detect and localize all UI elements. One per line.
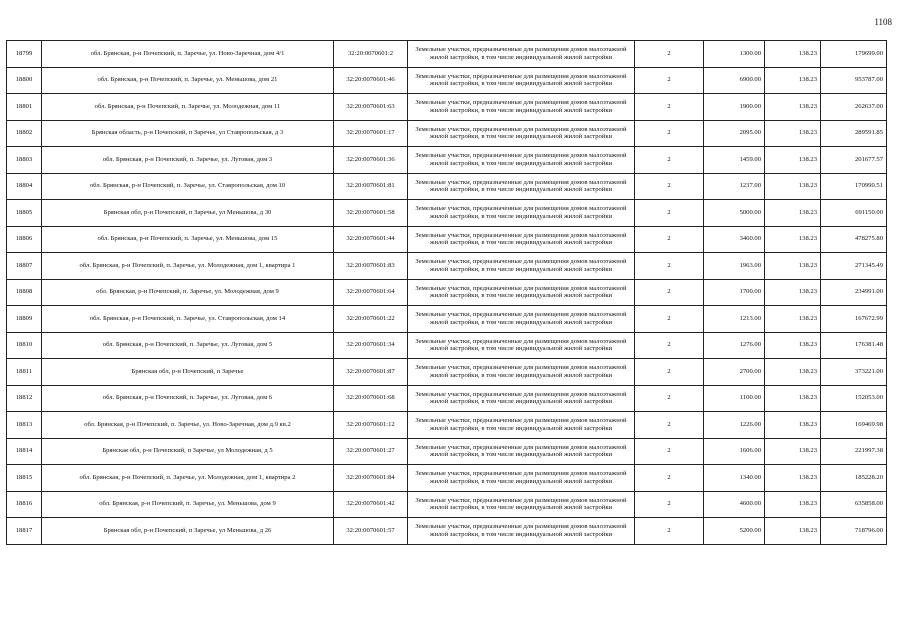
row-number-cell: 18802 bbox=[7, 120, 42, 147]
row-number-cell: 18804 bbox=[7, 173, 42, 200]
area-cell: 1213.00 bbox=[704, 306, 765, 333]
cadastral-value-cell: 179699.00 bbox=[821, 41, 887, 68]
category-cell: 2 bbox=[635, 491, 704, 518]
permitted-use-cell: Земельные участки, предназначенные для размещения домов малоэтажной жилой застройки, в том числе индивидуальной жилой застройки bbox=[408, 173, 635, 200]
permitted-use-cell: Земельные участки, предназначенные для размещения домов малоэтажной жилой застройки, в том числе индивидуальной жилой застройки bbox=[408, 518, 635, 545]
row-number-cell: 18814 bbox=[7, 438, 42, 465]
address-cell: обл. Брянская, р-н Почепский, п. Заречье, ул. Меньшова, дом 9 bbox=[42, 491, 334, 518]
address-cell: обл. Брянская, р-н Почепский, п. Заречье, ул. Меньшова, дом 15 bbox=[42, 226, 334, 253]
unit-rate-cell: 138.23 bbox=[765, 253, 821, 280]
row-number-cell: 18812 bbox=[7, 385, 42, 412]
cadastral-number-cell: 32:20:0070601:87 bbox=[334, 359, 408, 386]
table-row bbox=[7, 465, 887, 492]
cadastral-value-cell: 169469.98 bbox=[821, 412, 887, 439]
address-cell: обл. Брянская, р-н Почепский, п. Заречье, ул. Луговая, дом 5 bbox=[42, 332, 334, 359]
land-register-table bbox=[6, 40, 887, 545]
unit-rate-cell: 138.23 bbox=[765, 200, 821, 227]
address-cell: обл. Брянская, р-н Почепский, п. Заречье, ул. Ново-Заречная, дом д.9 кв.2 bbox=[42, 412, 334, 439]
area-cell: 4600.00 bbox=[704, 491, 765, 518]
area-cell: 5000.00 bbox=[704, 200, 765, 227]
row-number-cell: 18811 bbox=[7, 359, 42, 386]
cadastral-value-cell: 221997.38 bbox=[821, 438, 887, 465]
row-number-cell: 18816 bbox=[7, 491, 42, 518]
table-row bbox=[7, 94, 887, 121]
permitted-use-cell: Земельные участки, предназначенные для размещения домов малоэтажной жилой застройки, в том числе индивидуальной жилой застройки bbox=[408, 200, 635, 227]
row-number-cell: 18799 bbox=[7, 41, 42, 68]
area-cell: 1226.00 bbox=[704, 412, 765, 439]
cadastral-number-cell: 32:20:0070601:81 bbox=[334, 173, 408, 200]
page-number: 1108 bbox=[874, 17, 892, 27]
category-cell: 2 bbox=[635, 279, 704, 306]
row-number-cell: 18807 bbox=[7, 253, 42, 280]
cadastral-value-cell: 152053.00 bbox=[821, 385, 887, 412]
permitted-use-cell: Земельные участки, предназначенные для размещения домов малоэтажной жилой застройки, в том числе индивидуальной жилой застройки bbox=[408, 412, 635, 439]
category-cell: 2 bbox=[635, 385, 704, 412]
category-cell: 2 bbox=[635, 332, 704, 359]
area-cell: 5200.00 bbox=[704, 518, 765, 545]
area-cell: 1963.00 bbox=[704, 253, 765, 280]
address-cell: обл. Брянская, р-н Почепский, п. Заречье, ул. Луговая, дом 6 bbox=[42, 385, 334, 412]
cadastral-number-cell: 32:20:0070601:68 bbox=[334, 385, 408, 412]
unit-rate-cell: 138.23 bbox=[765, 173, 821, 200]
row-number-cell: 18800 bbox=[7, 67, 42, 94]
table-row bbox=[7, 491, 887, 518]
table-row bbox=[7, 279, 887, 306]
cadastral-number-cell: 32:20:0070601:42 bbox=[334, 491, 408, 518]
unit-rate-cell: 138.23 bbox=[765, 147, 821, 174]
cadastral-value-cell: 691150.00 bbox=[821, 200, 887, 227]
table-row bbox=[7, 359, 887, 386]
row-number-cell: 18806 bbox=[7, 226, 42, 253]
cadastral-number-cell: 32:20:0070601:44 bbox=[334, 226, 408, 253]
address-cell: Брянская обл, р-н Почепский, п Заречье, ул Молодежная, д 5 bbox=[42, 438, 334, 465]
unit-rate-cell: 138.23 bbox=[765, 94, 821, 121]
permitted-use-cell: Земельные участки, предназначенные для размещения домов малоэтажной жилой застройки, в том числе индивидуальной жилой застройки bbox=[408, 359, 635, 386]
permitted-use-cell: Земельные участки, предназначенные для размещения домов малоэтажной жилой застройки, в том числе индивидуальной жилой застройки bbox=[408, 253, 635, 280]
category-cell: 2 bbox=[635, 465, 704, 492]
unit-rate-cell: 138.23 bbox=[765, 120, 821, 147]
permitted-use-cell: Земельные участки, предназначенные для размещения домов малоэтажной жилой застройки, в том числе индивидуальной жилой застройки bbox=[408, 438, 635, 465]
cadastral-value-cell: 262637.00 bbox=[821, 94, 887, 121]
table-row bbox=[7, 438, 887, 465]
unit-rate-cell: 138.23 bbox=[765, 385, 821, 412]
unit-rate-cell: 138.23 bbox=[765, 41, 821, 68]
category-cell: 2 bbox=[635, 94, 704, 121]
unit-rate-cell: 138.23 bbox=[765, 465, 821, 492]
table-row bbox=[7, 253, 887, 280]
cadastral-number-cell: 32:20:0070601:57 bbox=[334, 518, 408, 545]
category-cell: 2 bbox=[635, 147, 704, 174]
cadastral-number-cell: 32:20:0070601:64 bbox=[334, 279, 408, 306]
cadastral-number-cell: 32:20:0070601:12 bbox=[334, 412, 408, 439]
area-cell: 2095.00 bbox=[704, 120, 765, 147]
cadastral-number-cell: 32:20:0070601:2 bbox=[334, 41, 408, 68]
table-row bbox=[7, 41, 887, 68]
address-cell: обл. Брянская, р-н Почепский, п. Заречье, ул. Ставропольская, дом 14 bbox=[42, 306, 334, 333]
permitted-use-cell: Земельные участки, предназначенные для размещения домов малоэтажной жилой застройки, в том числе индивидуальной жилой застройки bbox=[408, 306, 635, 333]
category-cell: 2 bbox=[635, 173, 704, 200]
category-cell: 2 bbox=[635, 438, 704, 465]
cadastral-value-cell: 478275.80 bbox=[821, 226, 887, 253]
unit-rate-cell: 138.23 bbox=[765, 306, 821, 333]
cadastral-number-cell: 32:20:0070601:63 bbox=[334, 94, 408, 121]
row-number-cell: 18815 bbox=[7, 465, 42, 492]
category-cell: 2 bbox=[635, 41, 704, 68]
permitted-use-cell: Земельные участки, предназначенные для размещения домов малоэтажной жилой застройки, в том числе индивидуальной жилой застройки bbox=[408, 147, 635, 174]
table-row bbox=[7, 120, 887, 147]
cadastral-value-cell: 234991.00 bbox=[821, 279, 887, 306]
address-cell: Брянская обл, р-н Почепский, п Заречье bbox=[42, 359, 334, 386]
area-cell: 1300.00 bbox=[704, 41, 765, 68]
cadastral-number-cell: 32:20:0070601:27 bbox=[334, 438, 408, 465]
unit-rate-cell: 138.23 bbox=[765, 359, 821, 386]
cadastral-value-cell: 176381.48 bbox=[821, 332, 887, 359]
permitted-use-cell: Земельные участки, предназначенные для размещения домов малоэтажной жилой застройки, в том числе индивидуальной жилой застройки bbox=[408, 41, 635, 68]
permitted-use-cell: Земельные участки, предназначенные для размещения домов малоэтажной жилой застройки, в том числе индивидуальной жилой застройки bbox=[408, 332, 635, 359]
row-number-cell: 18801 bbox=[7, 94, 42, 121]
cadastral-value-cell: 170990.51 bbox=[821, 173, 887, 200]
area-cell: 1700.00 bbox=[704, 279, 765, 306]
table-row bbox=[7, 226, 887, 253]
row-number-cell: 18805 bbox=[7, 200, 42, 227]
permitted-use-cell: Земельные участки, предназначенные для размещения домов малоэтажной жилой застройки, в том числе индивидуальной жилой застройки bbox=[408, 279, 635, 306]
address-cell: обл. Брянская, р-н Почепский, п. Заречье, ул. Ставропольская, дом 10 bbox=[42, 173, 334, 200]
area-cell: 3460.00 bbox=[704, 226, 765, 253]
table-row bbox=[7, 200, 887, 227]
address-cell: обл. Брянская, р-н Почепский, п. Заречье, ул. Молодежная, дом 1, квартира 1 bbox=[42, 253, 334, 280]
address-cell: обл. Брянская, р-н Почепский, п. Заречье, ул. Молодежная, дом 11 bbox=[42, 94, 334, 121]
address-cell: Брянская обл, р-н Почепский, п Заречье, ул Меньшова, д 26 bbox=[42, 518, 334, 545]
cadastral-value-cell: 201677.57 bbox=[821, 147, 887, 174]
area-cell: 1100.00 bbox=[704, 385, 765, 412]
category-cell: 2 bbox=[635, 226, 704, 253]
row-number-cell: 18808 bbox=[7, 279, 42, 306]
category-cell: 2 bbox=[635, 200, 704, 227]
cadastral-number-cell: 32:20:0070601:84 bbox=[334, 465, 408, 492]
table-row bbox=[7, 518, 887, 545]
address-cell: обл. Брянская, р-н Почепский, п. Заречье, ул. Луговая, дом 3 bbox=[42, 147, 334, 174]
permitted-use-cell: Земельные участки, предназначенные для размещения домов малоэтажной жилой застройки, в том числе индивидуальной жилой застройки bbox=[408, 491, 635, 518]
row-number-cell: 18813 bbox=[7, 412, 42, 439]
table-row bbox=[7, 173, 887, 200]
address-cell: обл. Брянская, р-н Почепский, п. Заречье, ул. Ново-Заречная, дом 4/1 bbox=[42, 41, 334, 68]
permitted-use-cell: Земельные участки, предназначенные для размещения домов малоэтажной жилой застройки, в том числе индивидуальной жилой застройки bbox=[408, 120, 635, 147]
cadastral-value-cell: 635858.00 bbox=[821, 491, 887, 518]
cadastral-value-cell: 167672.99 bbox=[821, 306, 887, 333]
cadastral-value-cell: 271345.49 bbox=[821, 253, 887, 280]
row-number-cell: 18809 bbox=[7, 306, 42, 333]
cadastral-number-cell: 32:20:0070601:34 bbox=[334, 332, 408, 359]
cadastral-value-cell: 718796.00 bbox=[821, 518, 887, 545]
unit-rate-cell: 138.23 bbox=[765, 491, 821, 518]
table-row bbox=[7, 385, 887, 412]
area-cell: 1606.00 bbox=[704, 438, 765, 465]
area-cell: 1900.00 bbox=[704, 94, 765, 121]
table-row bbox=[7, 412, 887, 439]
area-cell: 1459.00 bbox=[704, 147, 765, 174]
permitted-use-cell: Земельные участки, предназначенные для размещения домов малоэтажной жилой застройки, в том числе индивидуальной жилой застройки bbox=[408, 226, 635, 253]
area-cell: 1237.00 bbox=[704, 173, 765, 200]
area-cell: 1340.00 bbox=[704, 465, 765, 492]
table-row bbox=[7, 67, 887, 94]
category-cell: 2 bbox=[635, 120, 704, 147]
permitted-use-cell: Земельные участки, предназначенные для размещения домов малоэтажной жилой застройки, в том числе индивидуальной жилой застройки bbox=[408, 385, 635, 412]
permitted-use-cell: Земельные участки, предназначенные для размещения домов малоэтажной жилой застройки, в том числе индивидуальной жилой застройки bbox=[408, 465, 635, 492]
cadastral-number-cell: 32:20:0070601:58 bbox=[334, 200, 408, 227]
area-cell: 1276.00 bbox=[704, 332, 765, 359]
unit-rate-cell: 138.23 bbox=[765, 518, 821, 545]
unit-rate-cell: 138.23 bbox=[765, 226, 821, 253]
unit-rate-cell: 138.23 bbox=[765, 412, 821, 439]
address-cell: Брянская обл, р-н Почепский, п Заречье, ул Меньшова, д 30 bbox=[42, 200, 334, 227]
cadastral-value-cell: 289591.85 bbox=[821, 120, 887, 147]
cadastral-number-cell: 32:20:0070601:17 bbox=[334, 120, 408, 147]
category-cell: 2 bbox=[635, 359, 704, 386]
cadastral-number-cell: 32:20:0070601:22 bbox=[334, 306, 408, 333]
area-cell: 6900.00 bbox=[704, 67, 765, 94]
address-cell: обл. Брянская, р-н Почепский, п. Заречье, ул. Меньшова, дом 21 bbox=[42, 67, 334, 94]
permitted-use-cell: Земельные участки, предназначенные для размещения домов малоэтажной жилой застройки, в том числе индивидуальной жилой застройки bbox=[408, 94, 635, 121]
row-number-cell: 18810 bbox=[7, 332, 42, 359]
table-row bbox=[7, 306, 887, 333]
category-cell: 2 bbox=[635, 412, 704, 439]
category-cell: 2 bbox=[635, 253, 704, 280]
address-cell: Брянская область, р-н Почепский, п Заречье, ул Ставропольская, д 3 bbox=[42, 120, 334, 147]
cadastral-value-cell: 373221.00 bbox=[821, 359, 887, 386]
address-cell: обл. Брянская, р-н Почепский, п. Заречье, ул. Молодежная, дом 9 bbox=[42, 279, 334, 306]
register-body bbox=[7, 41, 887, 545]
category-cell: 2 bbox=[635, 67, 704, 94]
row-number-cell: 18803 bbox=[7, 147, 42, 174]
address-cell: обл. Брянская, р-н Почепский, п. Заречье, ул. Молодежная, дом 1, квартира 2 bbox=[42, 465, 334, 492]
category-cell: 2 bbox=[635, 518, 704, 545]
cadastral-number-cell: 32:20:0070601:46 bbox=[334, 67, 408, 94]
category-cell: 2 bbox=[635, 306, 704, 333]
unit-rate-cell: 138.23 bbox=[765, 67, 821, 94]
table-row bbox=[7, 147, 887, 174]
unit-rate-cell: 138.23 bbox=[765, 438, 821, 465]
row-number-cell: 18817 bbox=[7, 518, 42, 545]
cadastral-number-cell: 32:20:0070601:83 bbox=[334, 253, 408, 280]
cadastral-value-cell: 953787.00 bbox=[821, 67, 887, 94]
unit-rate-cell: 138.23 bbox=[765, 332, 821, 359]
unit-rate-cell: 138.23 bbox=[765, 279, 821, 306]
area-cell: 2700.00 bbox=[704, 359, 765, 386]
table-row bbox=[7, 332, 887, 359]
cadastral-value-cell: 185228.20 bbox=[821, 465, 887, 492]
permitted-use-cell: Земельные участки, предназначенные для размещения домов малоэтажной жилой застройки, в том числе индивидуальной жилой застройки bbox=[408, 67, 635, 94]
cadastral-number-cell: 32:20:0070601:36 bbox=[334, 147, 408, 174]
